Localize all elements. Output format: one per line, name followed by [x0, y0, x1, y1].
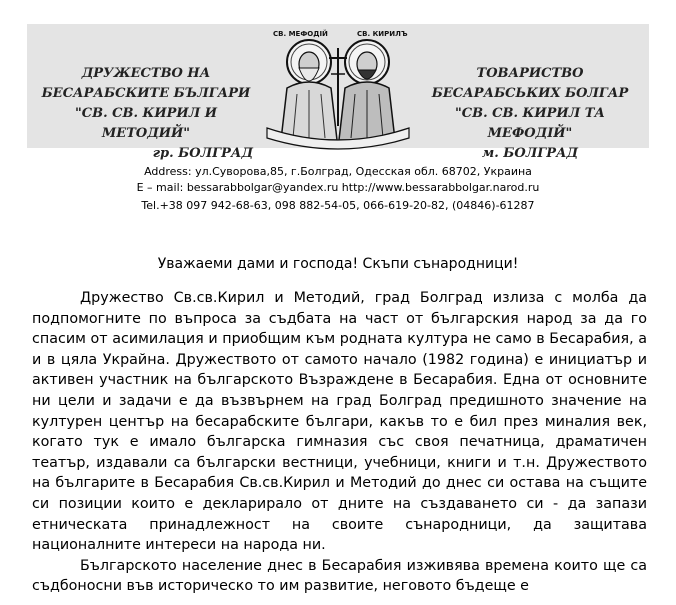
org-name-ukrainian [415, 64, 645, 164]
letterhead [27, 24, 649, 161]
org-city: гр. БОЛГРАД [152, 146, 253, 161]
org-name-line: ДРУЖЕСТВО НА БЕСАРАБСКИТЕ БЪЛГАРИ [41, 66, 251, 101]
icon-caption-left: СВ. МЕФОДІЙ [273, 30, 328, 38]
contact-email: E – mail: bessarabbolgar@yandex.ru http://www.bessarabbolgar.narod.ru [136, 181, 540, 194]
greeting: Уважаеми дами и господа! Скъпи сънародници! [157, 256, 519, 272]
icon-caption-right: СВ. КИРИЛЪ [357, 30, 408, 38]
paragraph: Дружество Св.св.Кирил и Методий, град Болград излиза с молба да подпомогните по въпроса за съдбата на част от българския народ за да го спасим от асимилация и приобщим към родната култура не само в Бесарабия, а и в цяла Украйна. Дружеството от самото начало (1982 година) е инициатър и активен участник на българското Възраждене в Бесарабия. Една от основните ни цели и задачи е да възвърнем на град Болград предишното значение на културен център на бесарабските българи, какъв то е бил през миналия век, когато тук е имало българска гимназия със своя печатница, драматичен театър, издавали са български вестници, учебници, книги и т.н. Дружеството на българите в Бесарабия Св.св.Кирил и Методий до днес си остава на същите си позиции които е декларирало от дните на създаването си - да запази етническата принадлежност на своите сънародници, да защитава националните интереси на народа ни. [32, 290, 647, 554]
org-name-line: ТОВАРИСТВО БЕСАРАБСЬКИХ БОЛГАР [431, 66, 629, 101]
paragraph: Българското население днес в Бесарабия изживява времена които ще са съдбоносни във историческо то им развитие, неговото бъдеще е [32, 557, 647, 595]
letter-body [32, 288, 647, 597]
saints-icon [261, 28, 415, 144]
contact-address: Address: ул.Суворова,85, г.Болград, Одесская обл. 68702, Украина [144, 165, 532, 178]
org-name-line: "СВ. СВ. КИРИЛ ТА МЕФОДІЙ" [455, 106, 605, 141]
org-name-line: "СВ. СВ. КИРИЛ И МЕТОДИЙ" [74, 106, 218, 141]
org-city: м. БОЛГРАД [481, 146, 579, 161]
contact-phone: Tel.+38 097 942-68-63, 098 882-54-05, 066-619-20-82, (04846)-61287 [141, 199, 535, 212]
org-name-bulgarian [31, 64, 261, 164]
saints-emblem-icon [261, 28, 415, 144]
